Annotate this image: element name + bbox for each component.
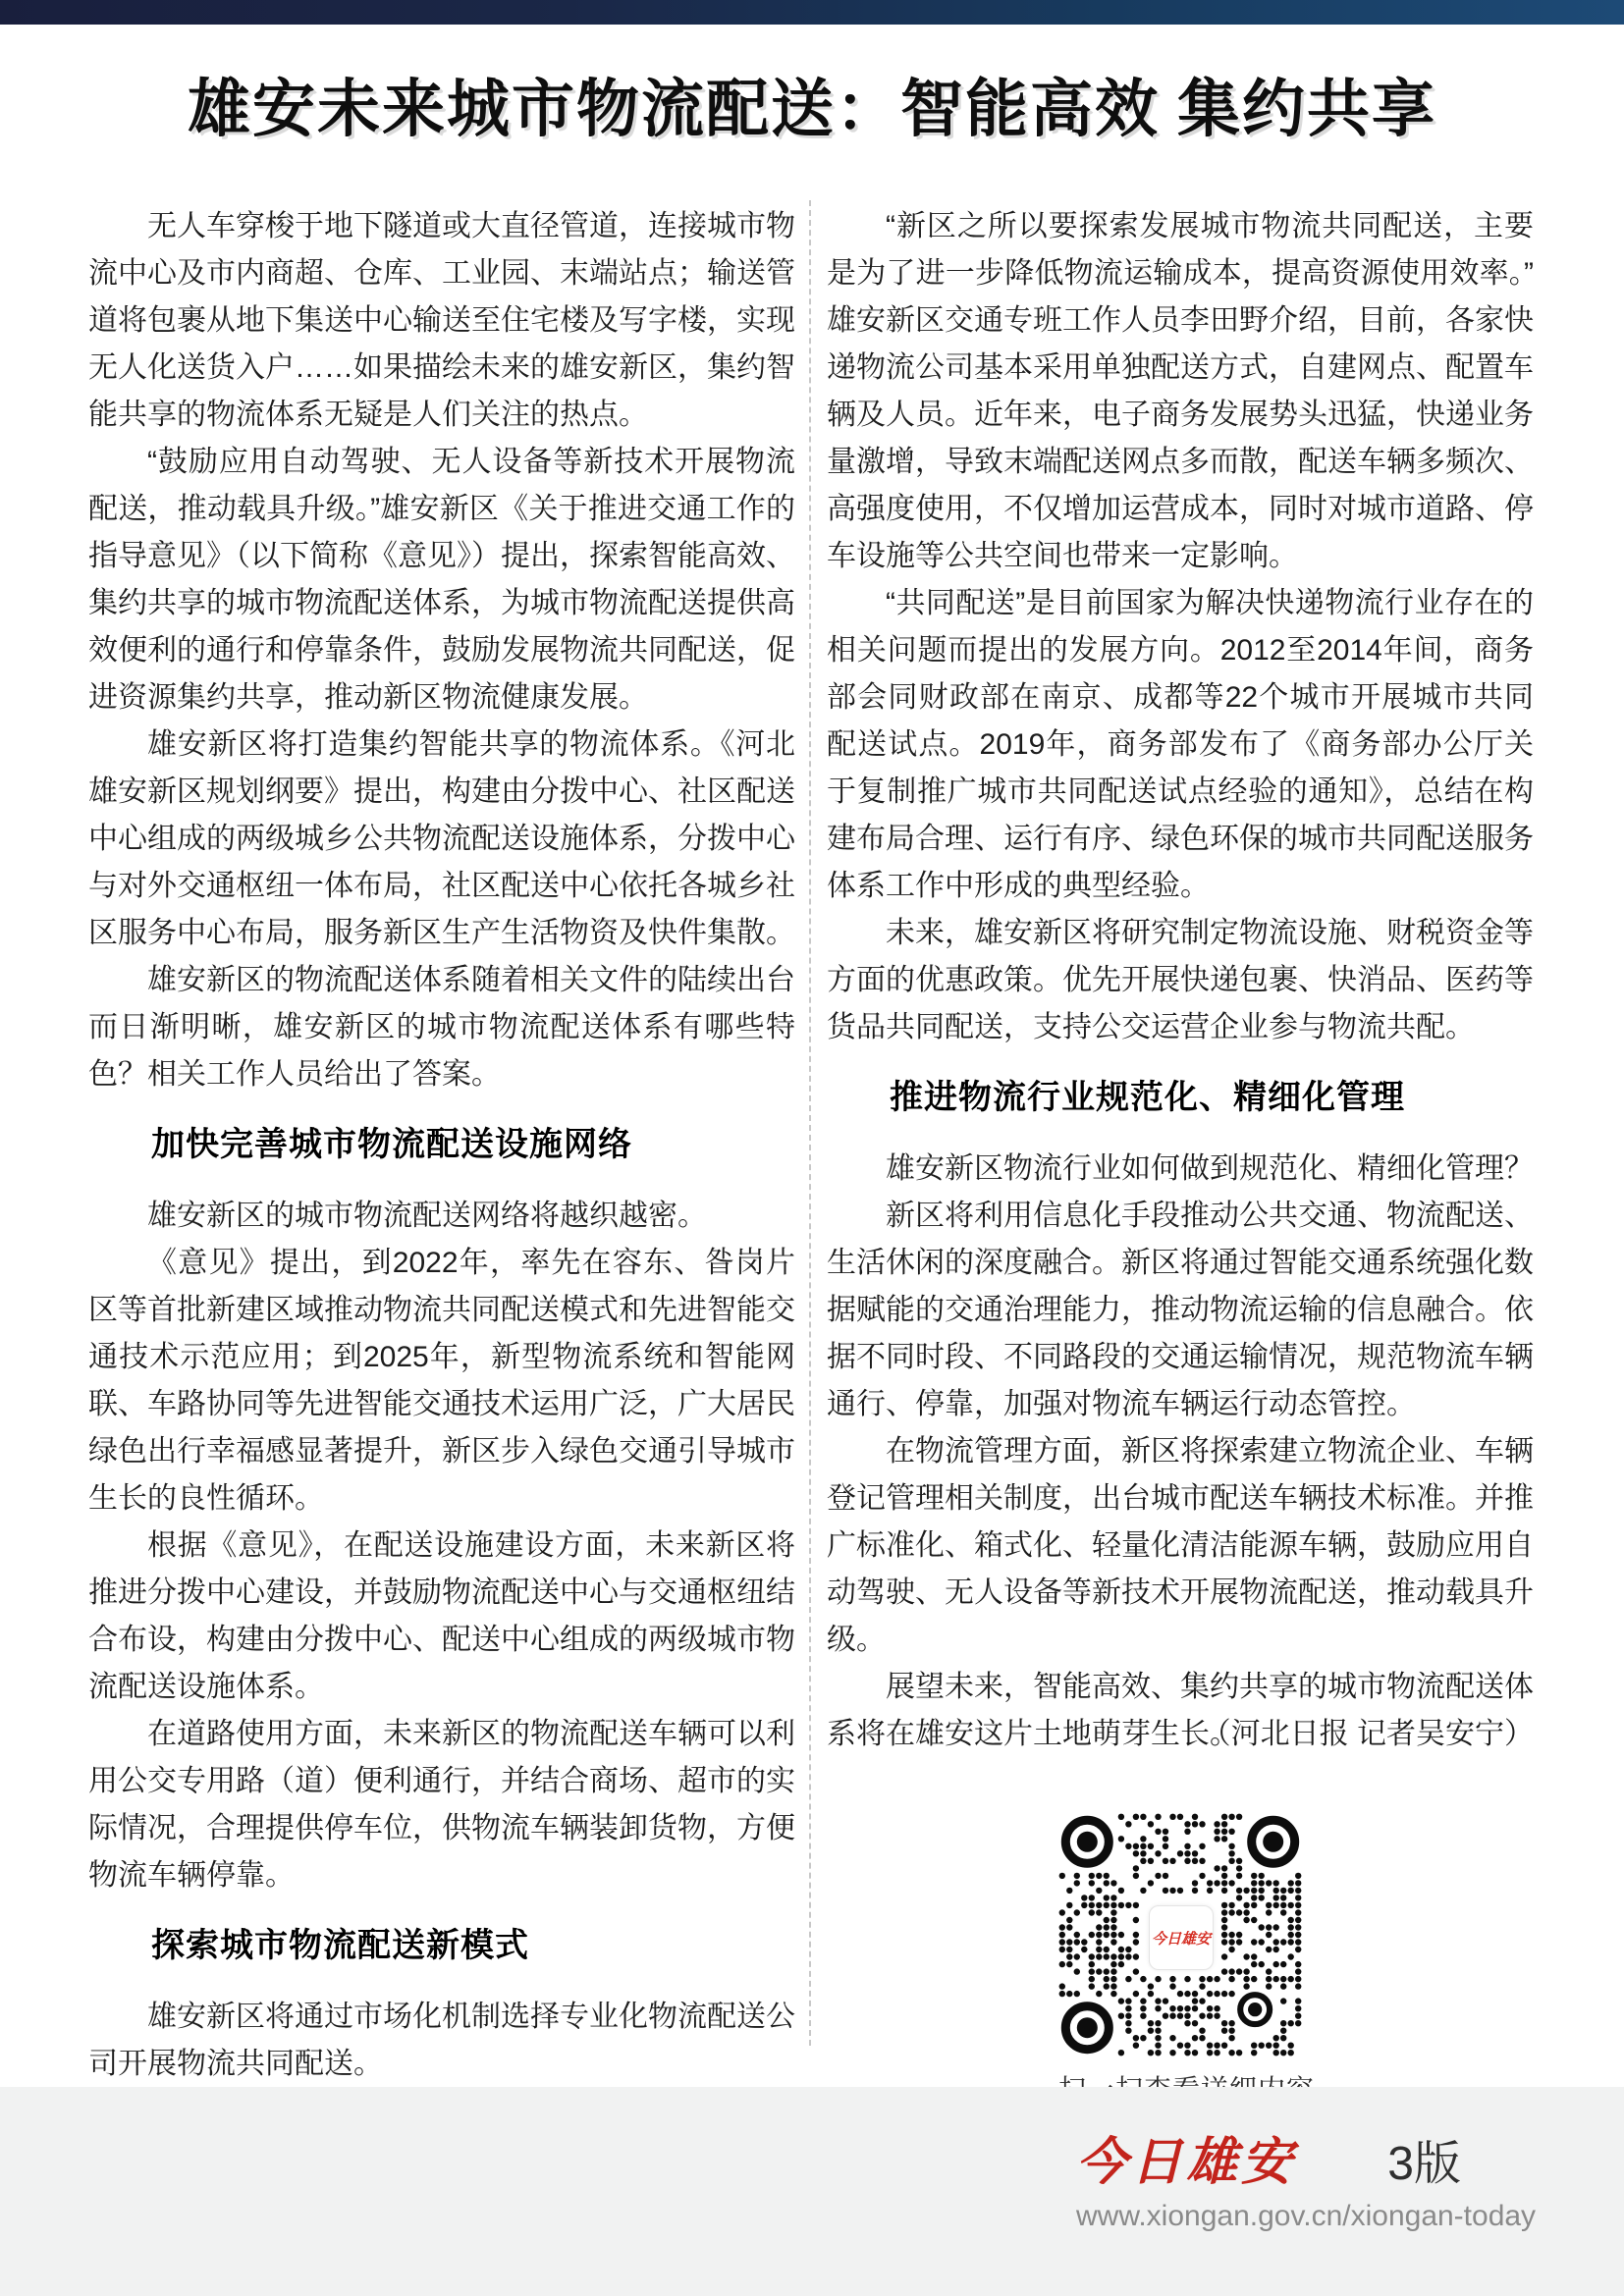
footer-block [1076,2135,1537,2234]
paragraph: 雄安新区物流行业如何做到规范化、精细化管理？ [886,1152,1534,1185]
footer-row [1076,2135,1461,2191]
paragraph: 雄安新区将通过市场化机制选择专业化物流配送公司开展物流共同配送。 [88,2001,795,2080]
article-body [88,187,1536,2108]
left-column [88,187,795,2088]
section-heading-network: 加快完善城市物流配送设施网络 [151,1126,632,1163]
byline: （河北日报 记者吴安宁） [1201,1718,1534,1750]
closing-text: 展望未来，智能高效、集约共享的城市物流配送体系将在雄安这片土地萌芽生长。 [827,1671,1534,1750]
article-title: 雄安未来城市物流配送：智能高效 集约共享 [188,75,1436,144]
footer-logo: 今日雄安 [1076,2135,1297,2191]
paragraph: 在道路使用方面，未来新区的物流配送车辆可以利用公交专用路（道）便利通行，并结合商场、超市的实际情况，合理提供停车位，供物流车辆装卸货物，方便物流车辆停靠。 [88,1718,795,1892]
closing-paragraph [827,1664,1534,1758]
paragraph: 雄安新区的物流配送体系随着相关文件的陆续出台而日渐明晰，雄安新区的城市物流配送体系有哪些特色？相关工作人员给出了答案。 [88,964,795,1091]
paragraph: 根据《意见》，在配送设施建设方面，未来新区将推进分拨中心建设，并鼓励物流配送中心与交通枢纽结合布设，构建由分拨中心、配送中心组成的两级城市物流配送设施体系。 [88,1529,795,1703]
qr-logo-label: 今日雄安 [1151,1930,1211,1948]
page-number: 3版 [1387,2138,1461,2190]
paragraph: 在物流管理方面，新区将探索建立物流企业、车辆登记管理相关制度，出台城市配送车辆技术标准。并推广标准化、箱式化、轻量化清洁能源车辆，鼓励应用自动驾驶、无人设备等新技术开展物流配送，推动载具升级。 [827,1435,1534,1656]
right-column [827,187,1534,2108]
top-accent-bar [0,0,1624,25]
column-divider [809,200,811,2046]
paragraph: 《意见》提出，到2022年，率先在容东、昝岗片区等首批新建区域推动物流共同配送模式和先进智能交通技术示范应用；到2025年，新型物流系统和智能网联、车路协同等先进智能交通技术运用广泛，广大居民绿色出行幸福感显著提升，新区步入绿色交通引导城市生长的良性循环。 [88,1247,795,1515]
paragraph: 无人车穿梭于地下隧道或大直径管道，连接城市物流中心及市内商超、仓库、工业园、末端站点；输送管道将包裹从地下集送中心输送至住宅楼及写字楼，实现无人化送货入户……如果描绘未来的雄安新区，集约智能共享的物流体系无疑是人们关注的热点。 [88,210,795,431]
qr-center-logo [1149,1905,1214,1970]
qr-block [1058,1813,1302,2108]
paragraph: “共同配送”是目前国家为解决快递物流行业存在的相关问题而提出的发展方向。2012至2014年间，商务部会同财政部在南京、成都等22个城市开展城市共同配送试点。2019年，商务部发布了《商务部办公厅关于复制推广城市共同配送试点经验的通知》，总结在构建布局合理、运行有序、绿色环保的城市共同配送服务体系工作中形成的典型经验。 [827,587,1534,902]
paragraph: 未来，雄安新区将研究制定物流设施、财税资金等方面的优惠政策。优先开展快递包裹、快消品、医药等货品共同配送，支持公交运营企业参与物流共配。 [827,917,1534,1043]
qr-code [1058,1813,1302,2056]
footer-strip [0,2087,1624,2296]
paragraph: 新区将利用信息化手段推动公共交通、物流配送、生活休闲的深度融合。新区将通过智能交通系统强化数据赋能的交通治理能力，推动物流运输的信息融合。依据不同时段、不同路段的交通运输情况，规范物流车辆通行、停靠，加强对物流车辆运行动态管控。 [827,1200,1534,1420]
section-heading-management: 推进物流行业规范化、精细化管理 [890,1079,1405,1116]
paragraph: 雄安新区将打造集约智能共享的物流体系。《河北雄安新区规划纲要》提出，构建由分拨中心、社区配送中心组成的两级城乡公共物流配送设施体系，分拨中心与对外交通枢纽一体布局，社区配送中心依托各城乡社区服务中心布局，服务新区生产生活物资及快件集散。 [88,728,795,949]
paragraph: 雄安新区的城市物流配送网络将越织越密。 [147,1200,707,1232]
section-heading-new-mode: 探索城市物流配送新模式 [151,1927,529,1964]
paragraph: “新区之所以要探索发展城市物流共同配送，主要是为了进一步降低物流运输成本，提高资源使用效率。”雄安新区交通专班工作人员李田野介绍，目前，各家快递物流公司基本采用单独配送方式，自建网点、配置车辆及人员。近年来，电子商务发展势头迅猛，快递业务量激增，导致末端配送网点多而散，配送车辆多频次、高强度使用，不仅增加运营成本，同时对城市道路、停车设施等公共空间也带来一定影响。 [827,210,1534,572]
paragraph: “鼓励应用自动驾驶、无人设备等新技术开展物流配送，推动载具升级。”雄安新区《关于推进交通工作的指导意见》（以下简称《意见》）提出，探索智能高效、集约共享的城市物流配送体系，为城市物流配送提供高效便利的通行和停靠条件，鼓励发展物流共同配送，促进资源集约共享，推动新区物流健康发展。 [88,446,795,714]
footer-url: www.xiongan.gov.cn/xiongan-today [1076,2200,1537,2232]
